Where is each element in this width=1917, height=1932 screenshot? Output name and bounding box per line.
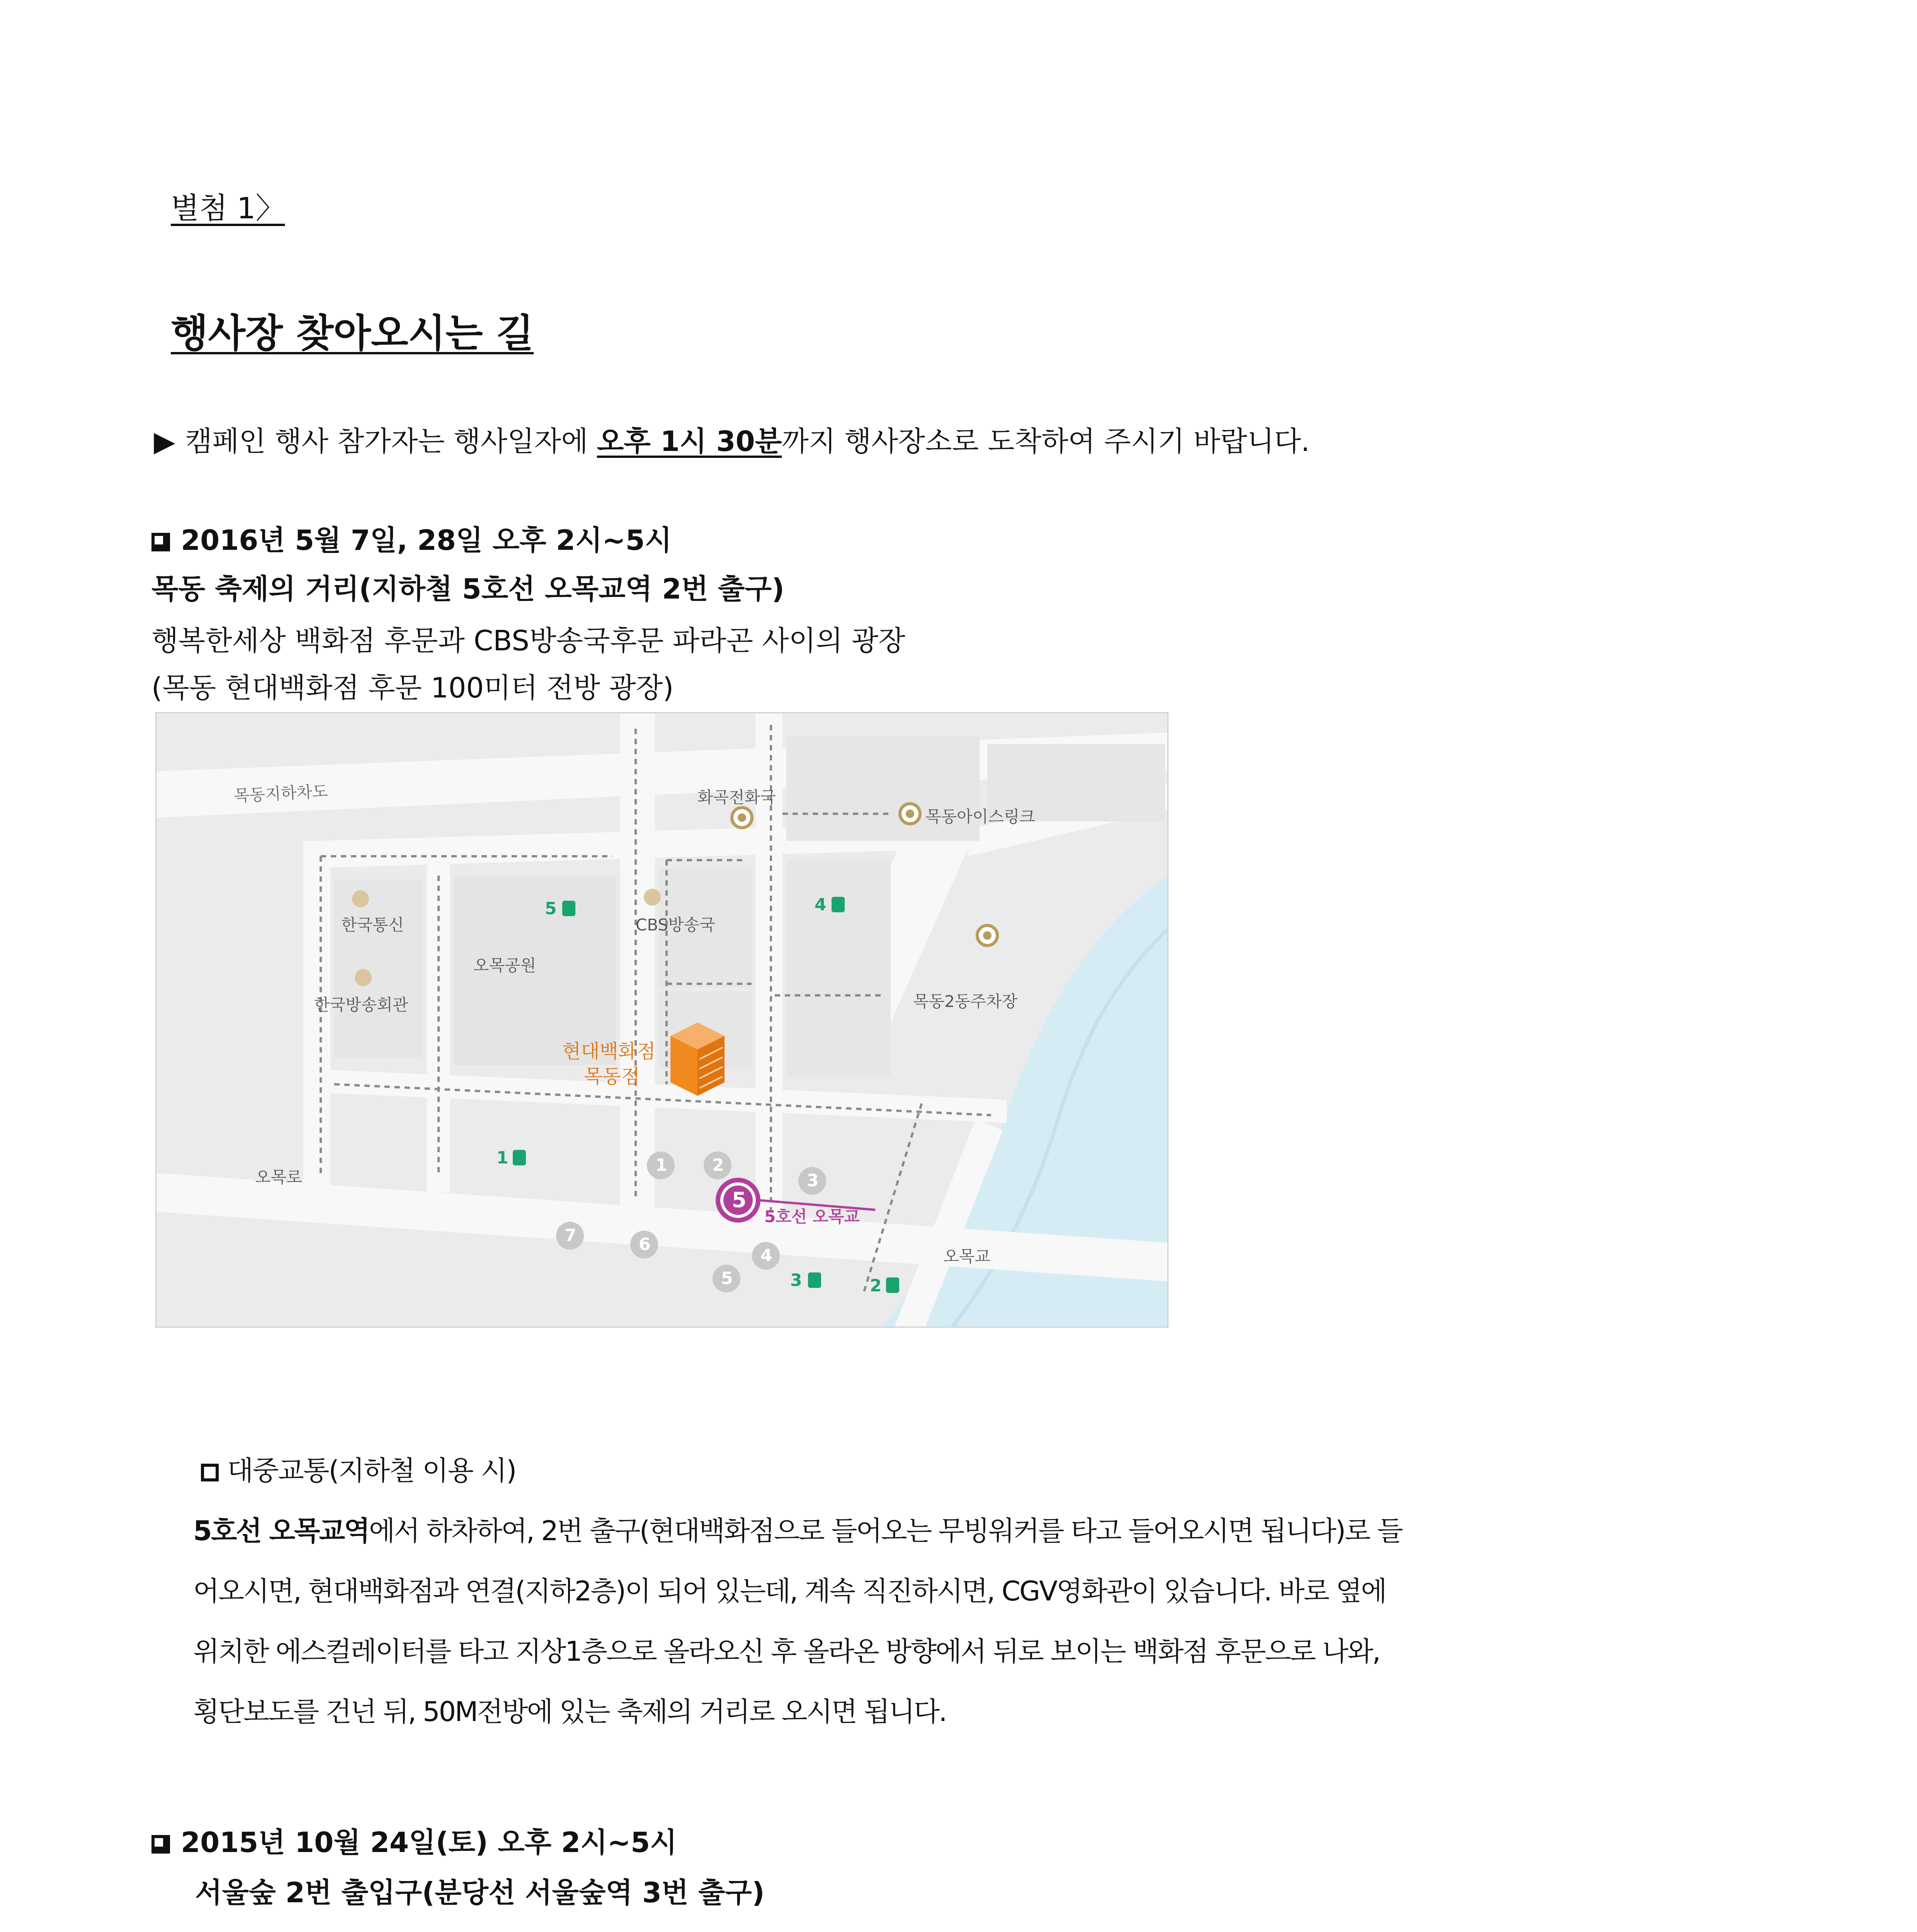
map-label-mokdong2-parking: 목동2동주차장: [913, 992, 1018, 1011]
event1-place: 목동 축제의 거리(지하철 5호선 오목교역 2번 출구): [151, 573, 784, 605]
transit1-heading-text: 대중교통(지하철 이용 시): [227, 1455, 516, 1486]
exit-number-2: 2: [712, 1155, 724, 1175]
map-label-hanguk-broadcast-hall: 한국방송회관: [314, 995, 408, 1014]
notice-bullet: ▶: [154, 425, 175, 457]
notice-deadline: 오후 1시 30분: [597, 425, 782, 457]
checkbox-bullet-icon: [151, 533, 170, 551]
event1-desc2: (목동 현대백화점 후문 100미터 전방 광장): [151, 672, 674, 704]
event1-date-text: 2016년 5월 7일, 28일 오후 2시~5시: [181, 524, 672, 556]
map-label-hyundai-store-1: 현대백화점: [562, 1040, 656, 1063]
exit-number-4: 4: [760, 1246, 772, 1265]
transit1-line4: 횡단보도를 건넌 뒤, 50M전방에 있는 축제의 거리로 오시면 됩니다.: [193, 1696, 946, 1728]
map-label-omok-park: 오목공원: [473, 956, 536, 975]
event1-desc1: 행복한세상 백화점 후문과 CBS방송국후문 파라곤 사이의 광장: [151, 624, 905, 657]
bus-number-5: 5: [545, 899, 557, 918]
map-label-mokdong-underpass: 목동지하차도: [233, 781, 328, 806]
exit-number-3: 3: [807, 1171, 819, 1190]
exit-number-5: 5: [721, 1269, 733, 1288]
bus-number-1: 1: [497, 1148, 509, 1168]
map-label-omok-ro: 오목로: [255, 1168, 302, 1187]
omokgyo-area-map: [155, 712, 1169, 1328]
map-label-hyundai-store-2: 목동점: [584, 1065, 640, 1088]
square-bullet-icon: [201, 1464, 219, 1481]
notice-line: [154, 419, 1310, 459]
transit1-line1-text: 에서 하차하여, 2번 출구(현대백화점으로 들어오는 무빙워커를 타고 들어오시면 됩니다)로 들: [369, 1515, 1402, 1547]
exit-number-6: 6: [639, 1235, 651, 1254]
map-label-hwagok-telephone: 화곡전화국: [697, 788, 776, 807]
transit1-line3: 위치한 에스컬레이터를 타고 지상1층으로 올라오신 후 올라온 방향에서 뒤로 보이는 백화점 후문으로 나와,: [193, 1636, 1380, 1667]
map-label-line5-station: 5호선 오목교: [764, 1207, 860, 1226]
hyundai-store-icon: [670, 1022, 725, 1096]
event2-date: [151, 1820, 677, 1860]
transit1-paragraph: [193, 1501, 1402, 1742]
notice-text-pre: 캠페인 행사 참가자는 행사일자에: [185, 425, 597, 457]
checkbox-bullet-icon: [151, 1835, 170, 1854]
map-label-omok-bridge: 오목교: [943, 1247, 990, 1266]
notice-text-post: 까지 행사장소로 도착하여 주시기 바랍니다.: [782, 425, 1310, 457]
exit-number-7: 7: [565, 1226, 577, 1245]
bus-number-3: 3: [790, 1270, 802, 1290]
event2-date-text: 2015년 10월 24일(토) 오후 2시~5시: [181, 1826, 677, 1859]
event1-date: [151, 518, 672, 558]
event2-place: 서울숲 2번 출입구(분당선 서울숲역 3번 출구): [195, 1876, 765, 1909]
line5-number: 5: [732, 1188, 747, 1212]
transit1-station: 5호선 오목교역: [193, 1515, 369, 1547]
attachment-label: 별첨 1〉: [171, 191, 285, 225]
bus-number-2: 2: [870, 1276, 882, 1296]
transit1-heading: [201, 1449, 516, 1488]
page-title: 행사장 찾아오시는 길: [171, 311, 534, 356]
transit1-line2: 어오시면, 현대백화점과 연결(지하2층)이 되어 있는데, 계속 직진하시면, CGV영화관이 있습니다. 바로 옆에: [193, 1575, 1386, 1607]
map-label-mokdong-icerink: 목동아이스링크: [925, 807, 1036, 826]
transit1-line1: [193, 1501, 1402, 1561]
exit-number-1: 1: [655, 1155, 667, 1175]
bus-number-4: 4: [815, 895, 827, 915]
map-label-hanguk-tongsin: 한국통신: [341, 915, 404, 934]
map-label-cbs: CBS방송국: [636, 915, 715, 934]
